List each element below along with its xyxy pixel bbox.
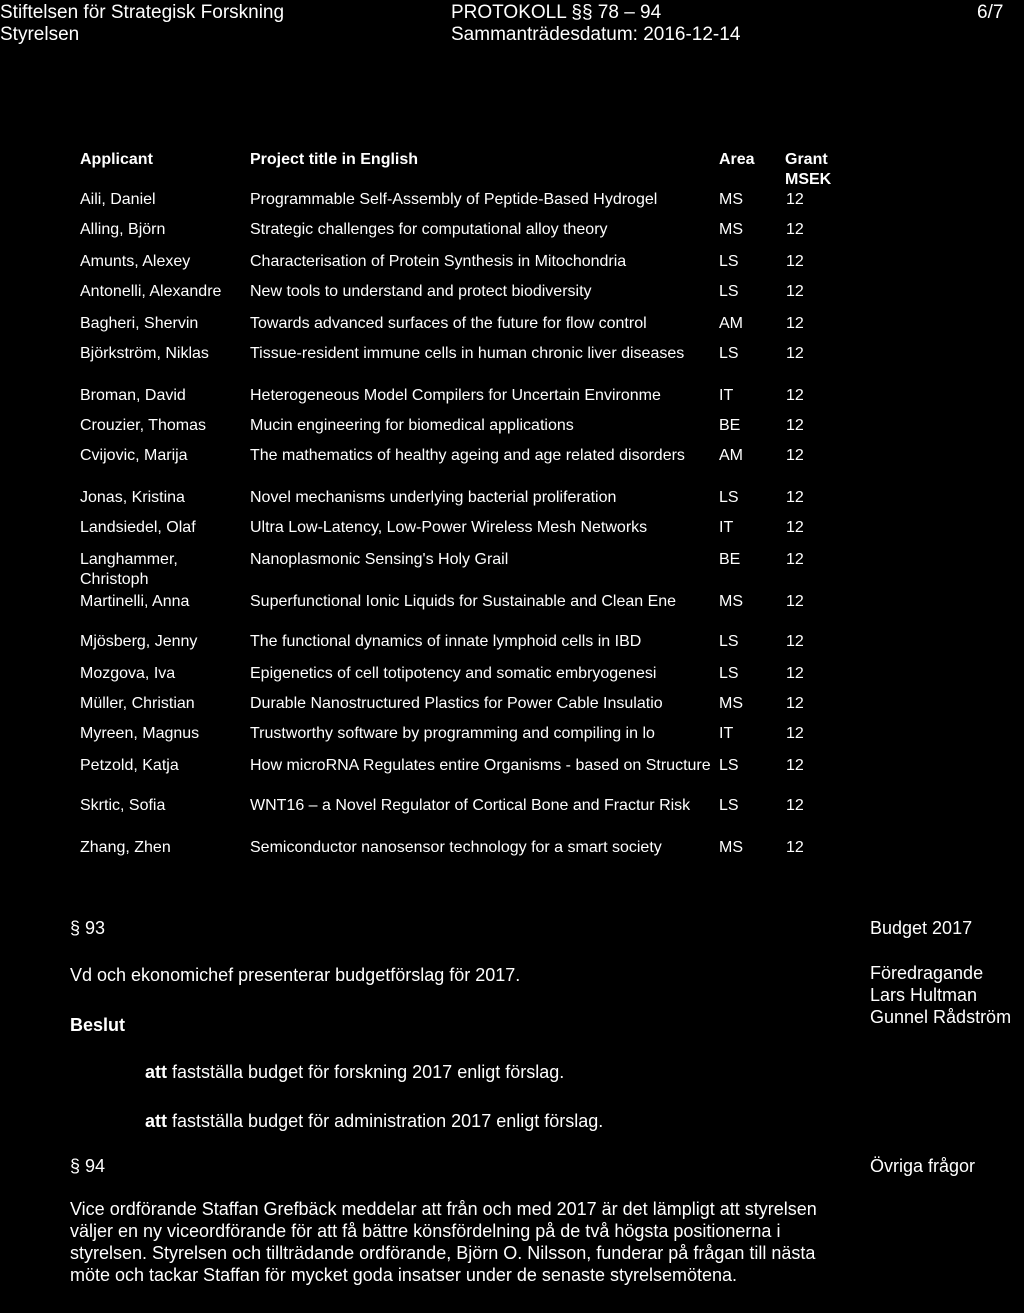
decision-label: Beslut (70, 1015, 126, 1035)
cell-grant: 12 (786, 447, 804, 464)
cell-applicant: Skrtic, Sofia (80, 797, 166, 814)
cell-title: Novel mechanisms underlying bacterial proliferation (250, 489, 617, 506)
decision-item (145, 1110, 603, 1132)
cell-area: IT (719, 519, 734, 536)
cell-applicant: Bagheri, Shervin (80, 315, 199, 332)
col-header-grant: Grant MSEK (785, 151, 832, 188)
cell-grant: 12 (786, 345, 804, 362)
protocol-title: PROTOKOLL §§ 78 – 94 (451, 2, 662, 23)
col-header-title: Project title in English (250, 151, 419, 168)
cell-grant: 12 (786, 551, 804, 568)
cell-area: LS (719, 489, 739, 506)
cell-grant: 12 (786, 417, 804, 434)
decision-text: fastställa budget för administration 2017 enligt förslag. (172, 1111, 604, 1131)
cell-area: LS (719, 283, 739, 300)
cell-grant: 12 (786, 593, 804, 610)
cell-applicant: Martinelli, Anna (80, 593, 190, 610)
cell-area: BE (719, 551, 741, 568)
presenter-2: Gunnel Rådström (870, 1007, 1012, 1027)
cell-grant: 12 (786, 387, 804, 404)
cell-area: BE (719, 417, 741, 434)
page-number: 6/7 (977, 2, 1004, 23)
cell-applicant: Myreen, Magnus (80, 725, 200, 742)
cell-applicant: Langhammer, Christoph (80, 551, 178, 588)
cell-title: Towards advanced surfaces of the future for flow control (250, 315, 647, 332)
cell-area: AM (719, 315, 743, 332)
cell-title: Mucin engineering for biomedical applications (250, 417, 574, 434)
decision-att: att (145, 1111, 167, 1131)
cell-title: The mathematics of healthy ageing and age related disorders (250, 447, 685, 464)
cell-applicant: Mozgova, Iva (80, 665, 176, 682)
cell-area: LS (719, 797, 739, 814)
decision-item (145, 1061, 564, 1083)
cell-grant: 12 (786, 757, 804, 774)
cell-title: Durable Nanostructured Plastics for Power Cable Insulatio (250, 695, 663, 712)
cell-area: IT (719, 387, 734, 404)
cell-applicant: Crouzier, Thomas (80, 417, 206, 434)
cell-area: MS (719, 695, 743, 712)
presenter-label: Föredragande (870, 963, 984, 983)
cell-applicant: Petzold, Katja (80, 757, 179, 774)
cell-grant: 12 (786, 839, 804, 856)
cell-area: AM (719, 447, 743, 464)
cell-applicant: Jonas, Kristina (80, 489, 185, 506)
cell-grant: 12 (786, 633, 804, 650)
cell-title: Strategic challenges for computational alloy theory (250, 221, 608, 238)
cell-title: Semiconductor nanosensor technology for a smart society (250, 839, 662, 856)
cell-grant: 12 (786, 221, 804, 238)
org-name: Stiftelsen för Strategisk Forskning (0, 2, 285, 23)
cell-title: Epigenetics of cell totipotency and somatic embryogenesi (250, 665, 657, 682)
cell-area: MS (719, 593, 743, 610)
cell-applicant: Müller, Christian (80, 695, 195, 712)
col-header-area: Area (719, 151, 755, 168)
cell-grant: 12 (786, 489, 804, 506)
decision-text: fastställa budget för forskning 2017 enligt förslag. (172, 1062, 565, 1082)
section-93-topic: Budget 2017 (870, 918, 973, 938)
cell-title: Nanoplasmonic Sensing's Holy Grail (250, 551, 509, 568)
cell-title: WNT16 – a Novel Regulator of Cortical Bone and Fractur Risk (250, 797, 691, 814)
presenter-1: Lars Hultman (870, 985, 978, 1005)
cell-grant: 12 (786, 797, 804, 814)
cell-title: Tissue-resident immune cells in human chronic liver diseases (250, 345, 685, 362)
cell-area: LS (719, 665, 739, 682)
section-94-number: § 94 (70, 1156, 106, 1176)
col-header-applicant: Applicant (80, 151, 153, 168)
section-94-topic: Övriga frågor (870, 1156, 976, 1176)
cell-area: MS (719, 839, 743, 856)
cell-area: LS (719, 345, 739, 362)
cell-applicant: Broman, David (80, 387, 186, 404)
cell-grant: 12 (786, 315, 804, 332)
decision-att: att (145, 1062, 167, 1082)
cell-area: IT (719, 725, 734, 742)
cell-title: The functional dynamics of innate lymphoid cells in IBD (250, 633, 642, 650)
cell-title: New tools to understand and protect biodiversity (250, 283, 592, 300)
meeting-date: Sammanträdesdatum: 2016-12-14 (451, 24, 741, 45)
cell-applicant: Björkström, Niklas (80, 345, 209, 362)
cell-grant: 12 (786, 191, 804, 208)
section-93-text: Vd och ekonomichef presenterar budgetförslag för 2017. (70, 965, 521, 985)
cell-area: LS (719, 633, 739, 650)
cell-grant: 12 (786, 519, 804, 536)
cell-area: MS (719, 191, 743, 208)
cell-area: MS (719, 221, 743, 238)
cell-title: How microRNA Regulates entire Organisms - based on Structure (250, 757, 711, 774)
cell-applicant: Cvijovic, Marija (80, 447, 188, 464)
cell-grant: 12 (786, 695, 804, 712)
cell-title: Ultra Low-Latency, Low-Power Wireless Mesh Networks (250, 519, 648, 536)
cell-applicant: Alling, Björn (80, 221, 166, 238)
cell-title: Heterogeneous Model Compilers for Uncertain Environme (250, 387, 661, 404)
cell-grant: 12 (786, 253, 804, 270)
cell-grant: 12 (786, 283, 804, 300)
cell-applicant: Amunts, Alexey (80, 253, 191, 270)
cell-applicant: Landsiedel, Olaf (80, 519, 196, 536)
cell-area: LS (719, 253, 739, 270)
cell-title: Characterisation of Protein Synthesis in Mitochondria (250, 253, 627, 270)
cell-grant: 12 (786, 665, 804, 682)
cell-applicant: Zhang, Zhen (80, 839, 171, 856)
org-board: Styrelsen (0, 24, 80, 45)
cell-applicant: Antonelli, Alexandre (80, 283, 222, 300)
section-94-text: Vice ordförande Staffan Grefbäck meddelar att från och med 2017 är det lämpligt att styrelsen väljer en ny viceordförande för att få bättre könsfördelning på de två högsta positionerna i styrelsen. Styrelsen och tillträdande ordförande, Björn O. Nilsson, funderar på frågan till nästa möte och tackar Staffan för mycket goda insatser under de senaste styrelsemötena. (70, 1199, 817, 1285)
cell-applicant: Mjösberg, Jenny (80, 633, 198, 650)
cell-applicant: Aili, Daniel (80, 191, 156, 208)
cell-title: Trustworthy software by programming and compiling in lo (250, 725, 655, 742)
cell-title: Superfunctional Ionic Liquids for Sustainable and Clean Ene (250, 593, 677, 610)
cell-area: LS (719, 757, 739, 774)
cell-grant: 12 (786, 725, 804, 742)
section-93-number: § 93 (70, 918, 106, 938)
cell-title: Programmable Self-Assembly of Peptide-Based Hydrogel (250, 191, 658, 208)
